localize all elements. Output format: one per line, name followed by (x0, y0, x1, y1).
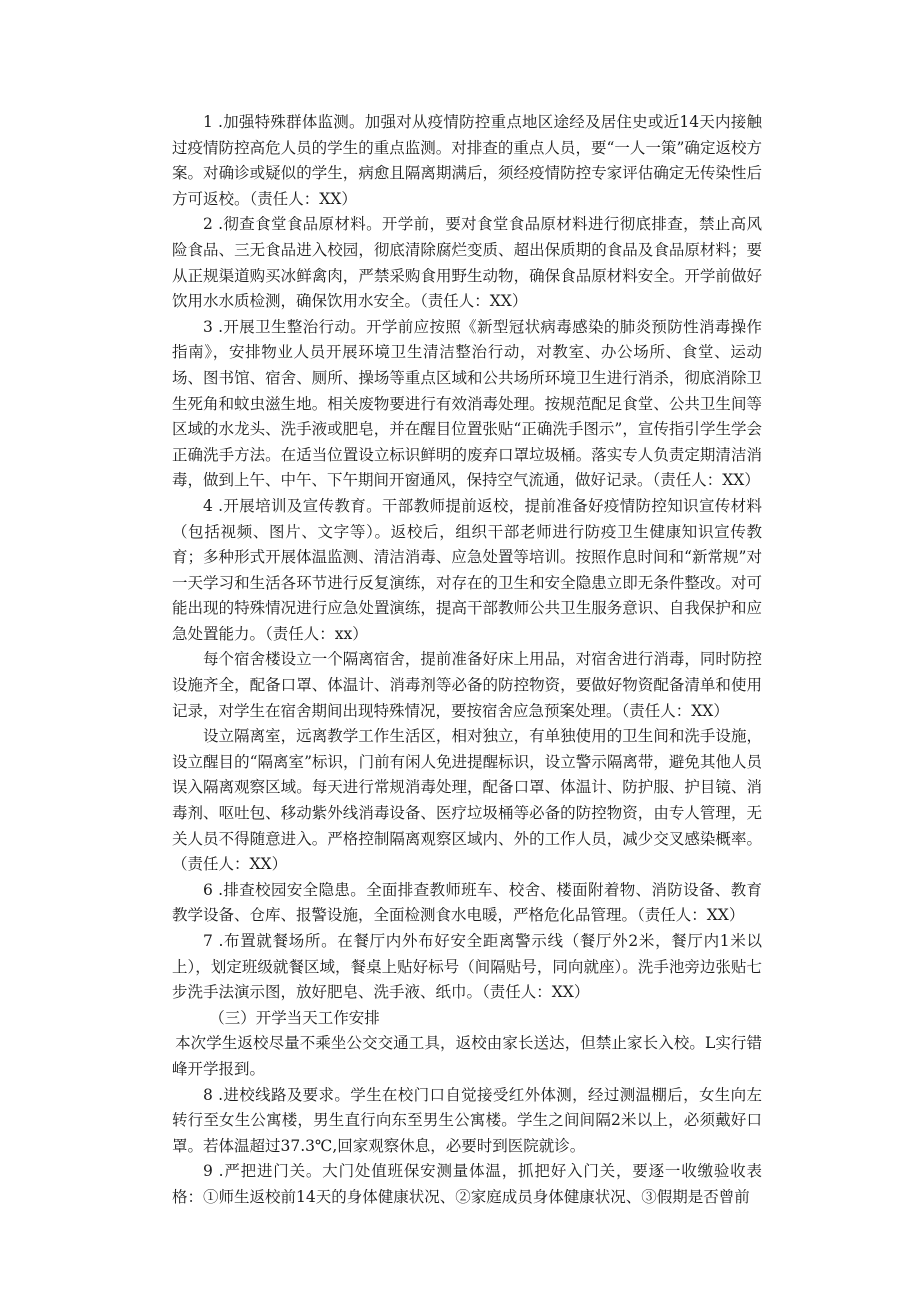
paragraph-8: 8 .进校线路及要求。学生在校门口自觉接受红外体测，经过测温棚后，女生向左转行至女生公寓楼，男生直行向东至男生公寓楼。学生之间间隔2米以上，必须戴好口罩。若体温超过37.3℃,回家观察休息，必要时到医院就诊。 (172, 1085, 762, 1155)
paragraph-7: 7 .布置就餐场所。在餐厅内外布好安全距离警示线（餐厅外2米，餐厅内1米以上），划定班级就餐区域，餐桌上贴好标号（间隔贴号，同向就座）。洗手池旁边张贴七步洗手法演示图，放好肥皂、洗手液、纸巾。（责任人：XX） (172, 932, 762, 1002)
paragraph-dormitory-isolation: 每个宿舍楼设立一个隔离宿舍，提前准备好床上用品，对宿舍进行消毒，同时防控设施齐全，配备口罩、体温计、消毒剂等必备的防控物资，要做好物资配备清单和使用记录，对学生在宿舍期间出现特殊情况，要按宿舍应急预案处理。（责任人：XX） (172, 650, 762, 720)
paragraph-isolation-room: 设立隔离室，远离教学工作生活区，相对独立，有单独使用的卫生间和洗手设施，设立醒目的“隔离室”标识，门前有闲人免进提醒标识，设立警示隔离带，避免其他人员误入隔离观察区域。每天进行常规消毒处理，配备口罩、体温计、防护服、护目镜、消毒剂、呕吐包、移动紫外线消毒设备、医疗垃圾桶等必备的防控物资，由专人管理，无关人员不得随意进入。严格控制隔离观察区域内、外的工作人员，减少交叉感染概率。（责任人：XX） (172, 727, 762, 874)
paragraph-6: 6 .排查校园安全隐患。全面排查教师班车、校舍、楼面附着物、消防设备、教育教学设备、仓库、报警设施，全面检测食水电暖，严格危化品管理。（责任人：XX） (172, 880, 762, 925)
paragraph-2: 2 .彻查食堂食品原材料。开学前，要对食堂食品原材料进行彻底排查，禁止高风险食品、三无食品进入校园，彻底清除腐烂变质、超出保质期的食品及食品原材料；要从正规渠道购买冰鲜禽肉，严禁采购食用野生动物，确保食品原材料安全。开学前做好饮用水水质检测，确保饮用水安全。（责任人：XX） (172, 215, 762, 311)
paragraph-3: 3 .开展卫生整治行动。开学前应按照《新型冠状病毒感染的肺炎预防性消毒操作指南》，安排物业人员开展环境卫生清洁整治行动，对教室、办公场所、食堂、运动场、图书馆、宿舍、厕所、操场等重点区域和公共场所环境卫生进行消杀，彻底消除卫生死角和蚊虫滋生地。相关废物要进行有效消毒处理。按规范配足食堂、公共卫生间等区域的水龙头、洗手液或肥皂，并在醒目位置张贴“正确洗手图示”，宣传指引学生学会正确洗手方法。在适当位置设立标识鲜明的废弃口罩垃圾桶。落实专人负责定期清洁消毒，做到上午、中午、下午期间开窗通风，保持空气流通，做好记录。（责任人：XX） (172, 317, 762, 490)
paragraph-return-arrangement: 本次学生返校尽量不乘坐公交交通工具，返校由家长送达，但禁止家长入校。L实行错峰开学报到。 (172, 1034, 762, 1078)
paragraph-9: 9 .严把进门关。大门处值班保安测量体温，抓把好入门关，要逐一收缴验收表格：①师生返校前14天的身体健康状况、②家庭成员身体健康状况、③假期是否曾前 (172, 1162, 762, 1206)
document-body (172, 110, 762, 1211)
section-heading: （三）开学当天工作安排 (209, 1008, 380, 1027)
paragraph-4: 4 .开展培训及宣传教育。干部教师提前返校，提前准备好疫情防控知识宣传材料（包括视频、图片、文字等）。返校后，组织干部老师进行防疫卫生健康知识宣传教育；多种形式开展体温监测、清洁消毒、应急处置等培训。按照作息时间和“新常规”对一天学习和生活各环节进行反复演练，对存在的卫生和安全隐患立即无条件整改。对可能出现的特殊情况进行应急处置演练，提高干部教师公共卫生服务意识、自我保护和应急处置能力。（责任人：xx） (172, 496, 762, 643)
paragraph-1: 1 .加强特殊群体监测。加强对从疫情防控重点地区途经及居住史或近14天内接触过疫情防控高危人员的学生的重点监测。对排查的重点人员，要“一人一策”确定返校方案。对确诊或疑似的学生，病愈且隔离期满后，须经疫情防控专家评估确定无传染性后方可返校。（责任人：XX） (172, 113, 762, 208)
